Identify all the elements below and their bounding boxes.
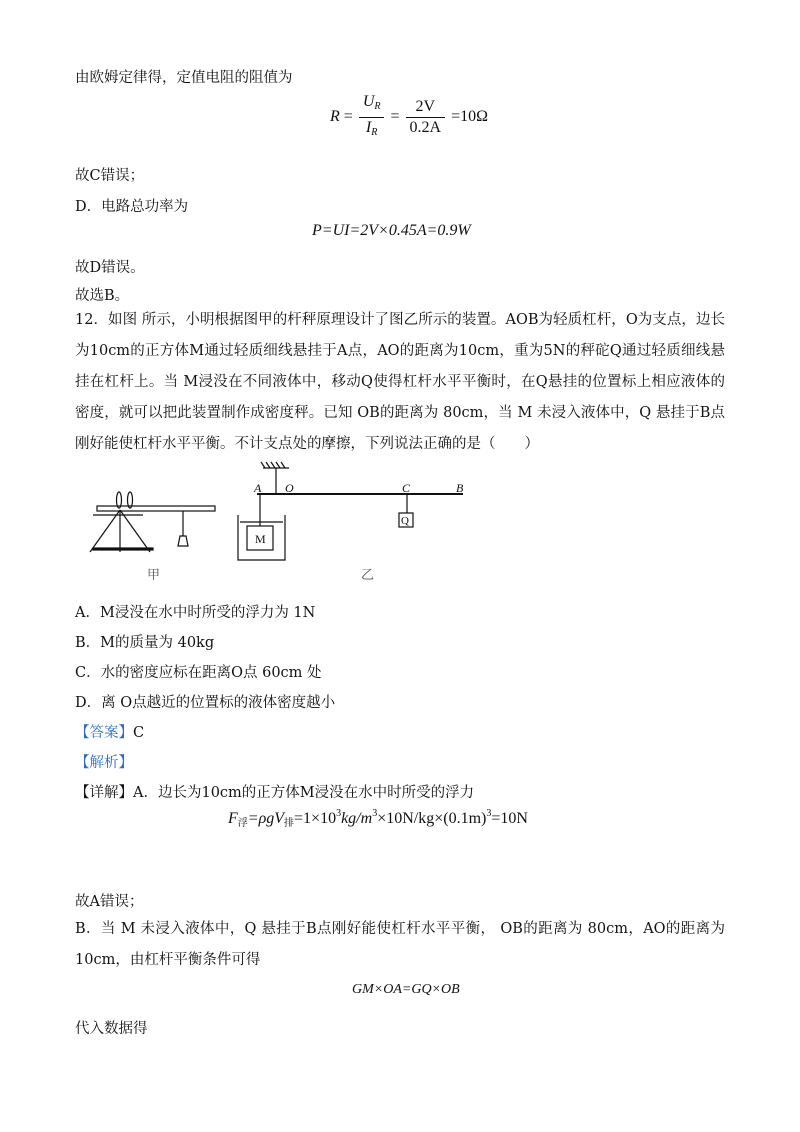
option-c: C．水的密度应标在距离O点 60cm 处 [75,665,322,681]
answer-value: C [133,725,145,741]
analysis-tag: 【解析】 [75,755,133,771]
figure-lever-apparatus [75,460,495,580]
detail-line [75,781,474,802]
analysis-line [75,751,133,772]
figure-yi [238,462,463,560]
text-line: 代入数据得 [75,1021,148,1037]
figure-label-jia: 甲 [147,567,161,580]
text-line: 故C错误； [75,168,145,184]
superscript: 3 [372,808,378,819]
label-M: M [255,532,266,546]
detail-tag: 【详解】 [75,785,133,801]
label-Q: Q [401,515,409,527]
formula-power: P=UI=2V×0.45A=0.9W [312,222,471,239]
detail-b: B．当 M 未浸入液体中，Q 悬挂于B点刚好能使杠杆水平平衡， OB的距离为 80cm，AO的距离为10cm，由杠杆平衡条件可得 [75,921,725,968]
label-A: A [254,481,262,495]
superscript: 3 [486,808,492,819]
figure-label-yi: 乙 [361,567,375,580]
option-b: B．M的质量为 40kg [75,635,215,651]
formula-part: =1×10 [294,810,337,827]
denominator: I [365,119,372,136]
formula-ohm [330,92,488,143]
numerator: U [362,93,375,110]
superscript: 3 [336,808,342,819]
subscript: R [371,127,378,138]
option-d: D．离 O点越近的位置标的液体密度越小 [75,695,336,711]
formula-part: kg/m [341,810,373,827]
answer-tag: 【答案】 [75,725,133,741]
text-line: D．电路总功率为 [75,199,189,215]
text-line: 故选B。 [75,288,130,304]
formula-part: ×10N/kg×(0.1m) [377,810,487,827]
question-12: 12．如图 所示，小明根据图甲的杆秤原理设计了图乙所示的装置。AOB为轻质杠杆，O为支点，边长为10cm的正方体M通过轻质细线悬挂于A点，AO的距离为10cm，重为5N的秤砣Q通过轻质细线悬挂在杠杆上。当 M浸没在不同液体中，移动Q使得杠杆水平平衡时，在Q悬挂的位置标上相应液体的密度，就可以把此装置制作成密度秤。已知 OB的距离为 80cm，当 M 未浸入液体中，Q 悬挂于B点刚好能使杠杆水平平衡。不计支点处的摩擦，下列说法正确的是（ ） [75,312,725,452]
formula-part: =ρgV [247,810,285,827]
label-O: O [285,481,294,495]
detail-a: A．边长为10cm的正方体M浸没在水中时所受的浮力 [133,785,475,801]
label-B: B [456,481,464,495]
formula-buoyancy [228,808,528,829]
text-line: 故A错误； [75,894,144,910]
figure-jia [90,492,215,552]
subscript: R [374,101,381,112]
subscript: 排 [284,818,295,829]
formula-result: =10Ω [451,108,488,126]
formula-eq: = [343,108,353,126]
formula-var: R [330,108,340,126]
numerator: 2V [406,97,446,118]
formula-var: F [228,810,238,827]
formula-part: =10N [491,810,528,827]
label-C: C [402,481,411,495]
fraction [406,97,446,138]
answer-line [75,721,144,742]
text-line: 故D错误。 [75,260,145,276]
denominator: 0.2A [409,119,442,136]
option-a: A．M浸没在水中时所受的浮力为 1N [75,605,316,621]
subscript: 浮 [237,818,248,829]
text-line: 由欧姆定律得，定值电阻的阻值为 [75,70,293,86]
formula-lever-balance: GM×OA=GQ×OB [352,982,460,997]
fraction [359,92,385,143]
formula-eq: = [390,108,400,126]
